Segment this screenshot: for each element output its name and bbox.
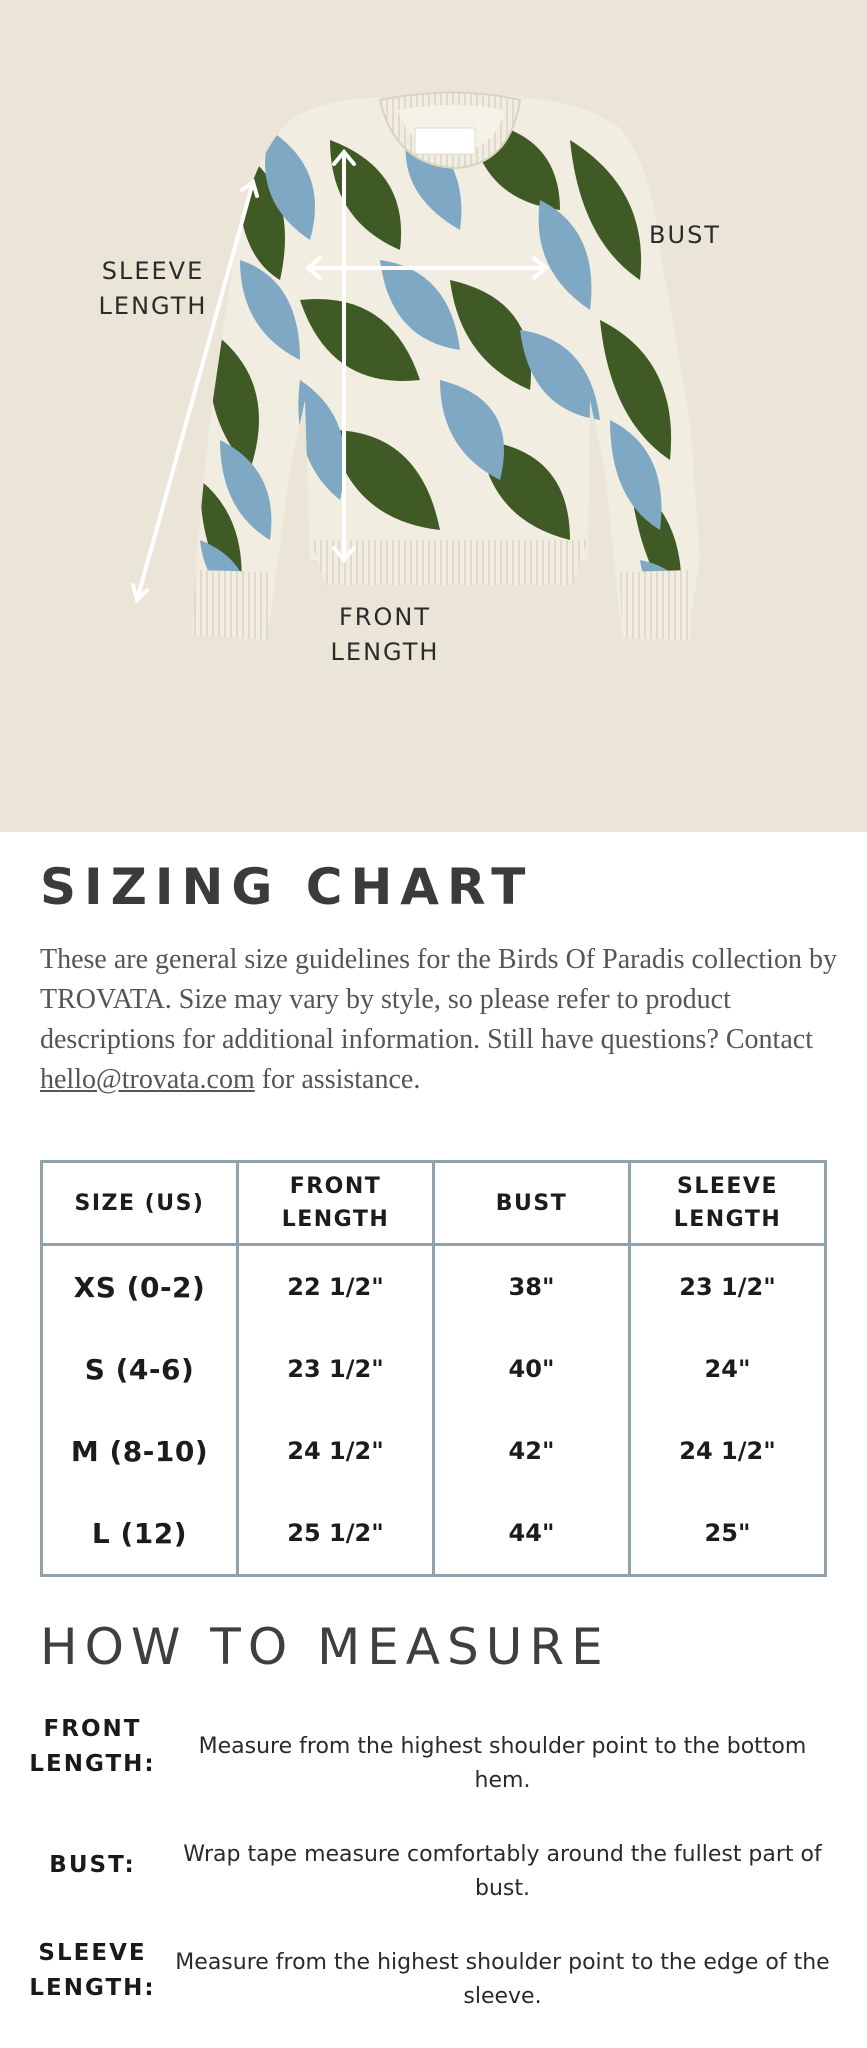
hem: [310, 540, 588, 585]
size-cell: S (4-6): [84, 1352, 195, 1386]
intro-text-end: for assistance.: [254, 1064, 421, 1095]
measure-description: Measure from the highest shoulder point to the edge of the sleeve.: [175, 1950, 830, 2009]
header-sleeve-length: SLEEVE LENGTH: [630, 1162, 826, 1245]
size-cell: L (12): [91, 1516, 188, 1550]
measure-label: FRONT LENGTH:: [29, 1716, 156, 1777]
table-row: [42, 1492, 826, 1576]
measure-description: Wrap tape measure comfortably around the fullest part of bust.: [183, 1842, 822, 1901]
bust-label: BUST: [649, 221, 721, 249]
sleeve-length-cell: 24 1/2": [630, 1410, 826, 1492]
sleeve-length-label: SLEEVE LENGTH: [98, 257, 208, 320]
front-length-cell: 23 1/2": [238, 1328, 434, 1410]
size-cell: XS (0-2): [73, 1270, 206, 1304]
left-cuff: [192, 570, 270, 640]
bust-cell: 42": [434, 1410, 630, 1492]
header-bust: BUST: [434, 1162, 630, 1245]
front-length-cell: 24 1/2": [238, 1410, 434, 1492]
sleeve-length-cell: 25": [630, 1492, 826, 1576]
table-row: [42, 1328, 826, 1410]
sizing-table: [40, 1160, 827, 1577]
measure-label: BUST:: [49, 1852, 136, 1878]
intro-text: These are general size guidelines for the Birds Of Paradis collection by TROVATA. Size may vary by style, so please refer to product descriptions for additional information. Still have questions? Contact: [40, 944, 837, 1055]
table-row: [42, 1245, 826, 1329]
front-length-cell: 22 1/2": [238, 1245, 434, 1329]
how-to-measure-title: HOW TO MEASURE: [40, 1618, 610, 1676]
front-length-cell: 25 1/2": [238, 1492, 434, 1576]
front-length-label: FRONT LENGTH: [330, 603, 440, 666]
right-cuff: [620, 570, 692, 640]
contact-email-link[interactable]: hello@trovata.com: [40, 1064, 255, 1095]
hero-illustration: [0, 0, 867, 832]
bust-cell: 38": [434, 1245, 630, 1329]
table-header-row: [42, 1162, 826, 1245]
page-title: SIZING CHART: [40, 858, 534, 916]
header-front-length: FRONT LENGTH: [238, 1162, 434, 1245]
measure-description: Measure from the highest shoulder point to the bottom hem.: [198, 1734, 807, 1793]
sleeve-length-cell: 24": [630, 1328, 826, 1410]
garment-tag: [415, 128, 475, 154]
sleeve-length-cell: 23 1/2": [630, 1245, 826, 1329]
table-row: [42, 1410, 826, 1492]
bust-cell: 44": [434, 1492, 630, 1576]
bust-cell: 40": [434, 1328, 630, 1410]
size-cell: M (8-10): [70, 1434, 209, 1468]
intro-paragraph: [40, 940, 840, 1100]
header-size: SIZE (US): [42, 1162, 238, 1245]
sweater-illustration: [0, 0, 867, 832]
measure-label: SLEEVE LENGTH:: [29, 1940, 156, 2001]
